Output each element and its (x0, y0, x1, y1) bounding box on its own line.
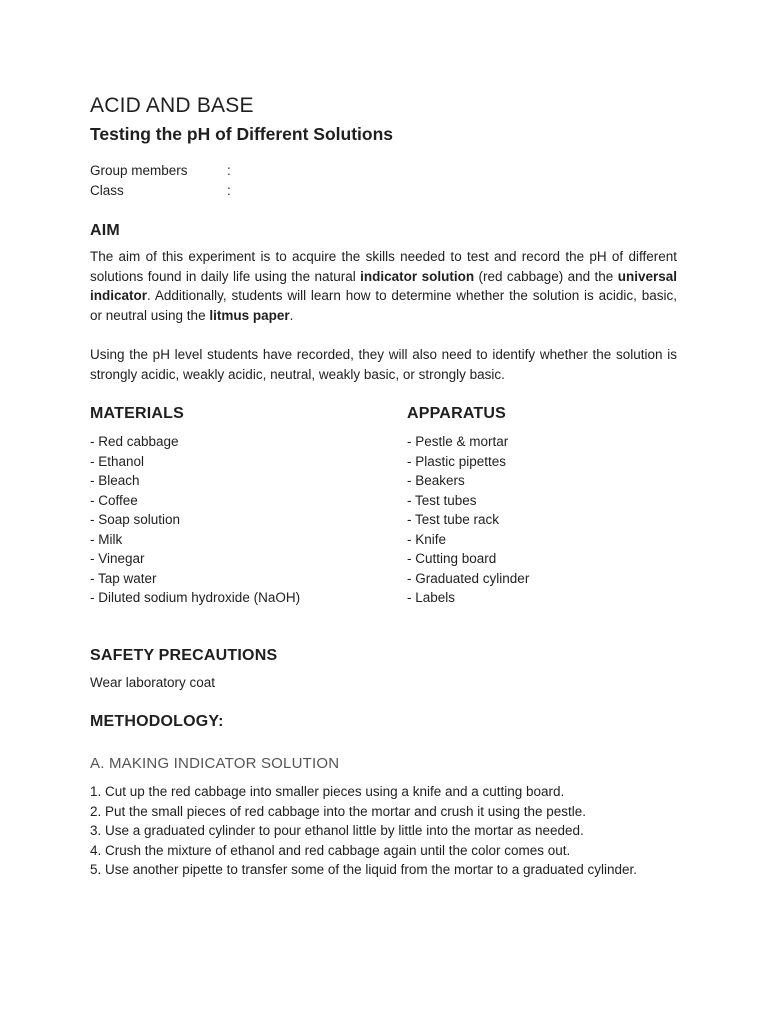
methodology-heading: METHODOLOGY: (90, 713, 224, 730)
materials-heading: MATERIALS (90, 405, 184, 422)
aim-bold-term: indicator solution (360, 268, 475, 284)
list-item: - Pestle & mortar (407, 434, 509, 449)
apparatus-heading: APPARATUS (407, 405, 506, 422)
list-item: 1. Cut up the red cabbage into smaller pieces using a knife and a cutting board. (90, 784, 565, 799)
list-item: - Test tubes (407, 492, 477, 508)
meta-separator: : (227, 163, 231, 178)
list-item: - Labels (407, 590, 456, 605)
aim-text: . (289, 307, 294, 323)
apparatus-list (407, 432, 529, 608)
list-item: - Tap water (90, 570, 157, 586)
aim-bold-term: universal indicator (90, 268, 677, 303)
list-item: - Vinegar (90, 551, 145, 566)
section-a-steps (90, 782, 690, 880)
list-item: - Diluted sodium hydroxide (NaOH) (90, 590, 301, 605)
list-item: 2. Put the small pieces of red cabbage into the mortar and crush it using the pestle. (90, 803, 587, 819)
safety-text: Wear laboratory coat (90, 675, 216, 690)
meta-separator: : (227, 183, 231, 198)
list-item: 3. Use a graduated cylinder to pour ethanol little by little into the mortar as needed. (90, 823, 584, 838)
list-item: - Graduated cylinder (407, 570, 530, 586)
document-subtitle: Testing the pH of Different Solutions (90, 124, 393, 144)
list-item: - Ethanol (90, 453, 145, 469)
list-item: - Bleach (90, 473, 140, 488)
list-item: 4. Crush the mixture of ethanol and red cabbage again until the color comes out. (90, 842, 571, 858)
meta-group-members (90, 163, 231, 178)
aim-heading: AIM (90, 222, 120, 239)
aim-paragraph-1 (90, 247, 677, 325)
list-item: - Beakers (407, 473, 465, 488)
list-item: - Coffee (90, 492, 138, 508)
meta-class (90, 183, 231, 198)
list-item: - Test tube rack (407, 512, 500, 527)
aim-text: (red cabbage) and the (474, 268, 618, 284)
list-item: - Red cabbage (90, 434, 179, 449)
aim-text: . Additionally, students will learn how to determine whether the solution is acidic, basic, or neutral using the (90, 288, 677, 323)
document-title: ACID AND BASE (90, 94, 254, 117)
list-item: - Soap solution (90, 512, 181, 527)
aim-bold-term: litmus paper (209, 307, 290, 323)
meta-label: Class (90, 183, 124, 198)
safety-heading: SAFETY PRECAUTIONS (90, 647, 278, 664)
list-item: - Milk (90, 531, 123, 547)
list-item: - Plastic pipettes (407, 453, 507, 469)
aim-paragraph-2: Using the pH level students have recorded, they will also need to identify whether the solution is strongly acidic, weakly acidic, neutral, weakly basic, or strongly basic. (90, 347, 677, 382)
list-item: - Knife (407, 531, 447, 547)
section-a-heading: A. MAKING INDICATOR SOLUTION (90, 755, 340, 772)
list-item: - Cutting board (407, 551, 497, 566)
aim-text: The aim of this experiment is to acquire the skills needed to test and record the pH of different solutions found in daily life using the natural (90, 249, 677, 284)
list-item: 5. Use another pipette to transfer some of the liquid from the mortar to a graduated cylinder. (90, 862, 638, 877)
materials-list (90, 432, 300, 608)
meta-label: Group members (90, 163, 188, 178)
